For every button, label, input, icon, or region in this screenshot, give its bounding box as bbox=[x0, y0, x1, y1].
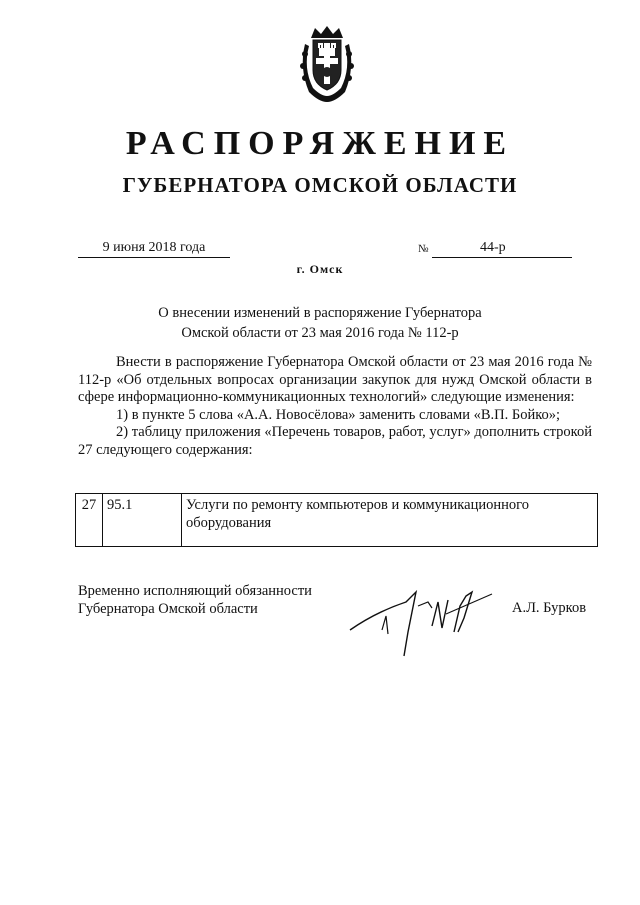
document-city: г. Омск bbox=[296, 262, 344, 276]
document-heading bbox=[0, 303, 640, 343]
number-sign: № bbox=[418, 243, 429, 255]
issuer-title: ГУБЕРНАТОРА ОМСКОЙ ОБЛАСТИ bbox=[122, 173, 518, 197]
body-paragraph-2: 1) в пункте 5 слова «А.А. Новосёлова» заменить словами «В.П. Бойко»; bbox=[116, 406, 561, 423]
amendment-table bbox=[75, 493, 598, 547]
heading-line-2: Омской области от 23 мая 2016 года № 112-р bbox=[181, 325, 459, 341]
body-paragraph-3: 2) таблицу приложения «Перечень товаров, работ, услуг» дополнить строкой 27 следующего содержания: bbox=[78, 424, 592, 458]
signatory-position bbox=[78, 582, 312, 618]
table-cell-number: 27 bbox=[76, 494, 103, 547]
body-paragraph-1: Внести в распоряжение Губернатора Омской области от 23 мая 2016 года № 112-р «Об отдельных вопросах организации закупок для нужд Омской области в сфере информационно-коммуникационных технологий» следующие изменения: bbox=[78, 354, 592, 405]
document-type-title: РАСПОРЯЖЕНИЕ bbox=[125, 125, 515, 162]
table-cell-description: Услуги по ремонту компьютеров и коммуникационного оборудования bbox=[182, 494, 598, 547]
table-cell-code: 95.1 bbox=[103, 494, 182, 547]
document-body bbox=[78, 354, 592, 459]
document-number: 44-р bbox=[480, 240, 506, 255]
handwritten-signature bbox=[346, 572, 506, 662]
coat-of-arms-icon bbox=[297, 24, 357, 104]
position-line-1: Временно исполняющий обязанности bbox=[78, 583, 312, 599]
document-number-field bbox=[432, 239, 572, 258]
heading-line-1: О внесении изменений в распоряжение Губернатора bbox=[158, 305, 482, 321]
document-date: 9 июня 2018 года bbox=[78, 239, 230, 258]
signatory-name: А.Л. Бурков bbox=[512, 600, 587, 616]
table-row bbox=[76, 494, 598, 547]
position-line-2: Губернатора Омской области bbox=[78, 601, 258, 617]
